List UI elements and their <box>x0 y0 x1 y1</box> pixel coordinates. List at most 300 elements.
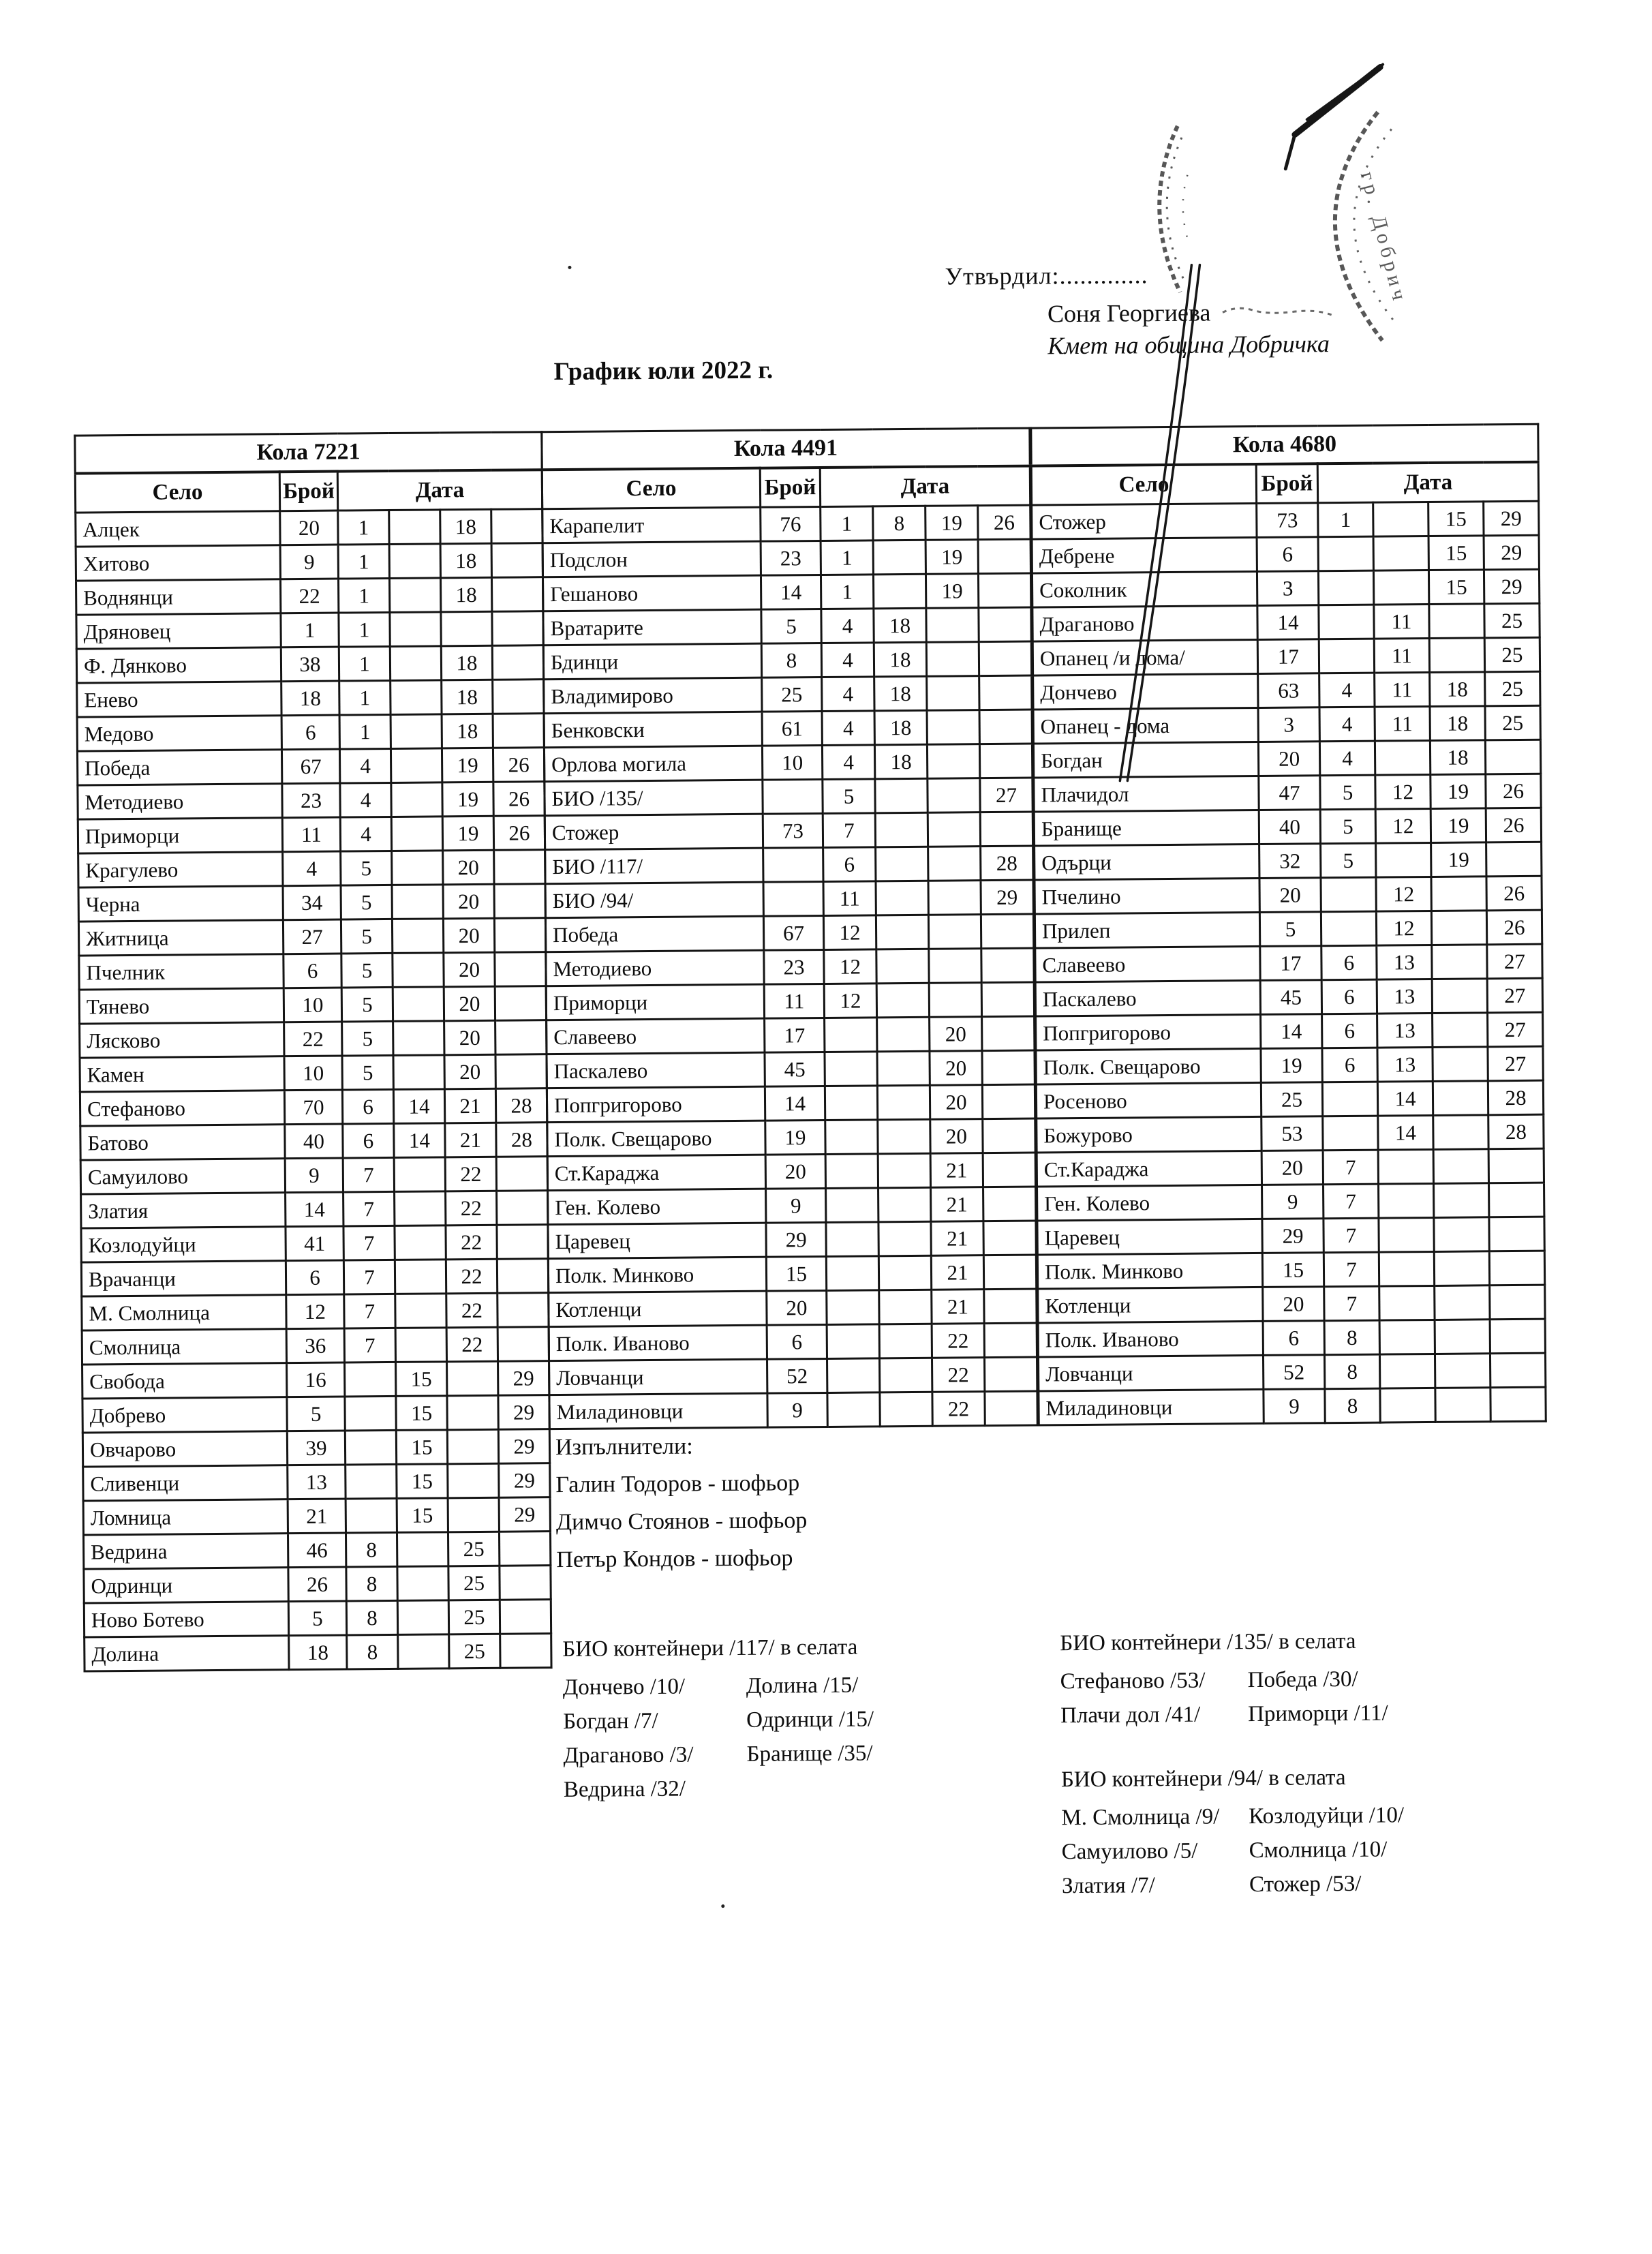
date-cell <box>394 1157 445 1192</box>
date-cell: 7 <box>1324 1218 1379 1253</box>
date-cell <box>983 1255 1036 1290</box>
date-cell <box>495 1020 547 1055</box>
date-header: Дата <box>1317 462 1538 503</box>
date-cell <box>1485 740 1540 774</box>
date-cell: 15 <box>1428 536 1484 570</box>
village-cell: Котленци <box>549 1291 767 1327</box>
date-cell <box>979 675 1032 710</box>
date-cell: 26 <box>1486 774 1541 808</box>
table-row <box>80 1020 547 1058</box>
date-cell: 22 <box>446 1191 497 1225</box>
date-cell <box>983 1221 1036 1255</box>
village-cell: Ловчанци <box>549 1359 767 1395</box>
table-row <box>80 1088 547 1126</box>
village-cell: Смолница <box>82 1329 286 1365</box>
date-cell: 21 <box>444 1088 495 1123</box>
date-cell: 18 <box>874 744 927 779</box>
date-cell: 27 <box>1487 978 1542 1013</box>
date-cell: 18 <box>441 645 492 680</box>
date-cell: 11 <box>1375 706 1430 741</box>
date-cell: 21 <box>931 1221 983 1256</box>
date-cell <box>1434 1251 1489 1286</box>
date-cell <box>1373 536 1428 570</box>
date-cell: 7 <box>1324 1252 1379 1287</box>
table-row <box>545 846 1033 884</box>
date-cell: 25 <box>449 1634 500 1669</box>
date-cell <box>395 1191 446 1226</box>
date-cell <box>984 1323 1037 1358</box>
date-cell <box>397 1566 448 1601</box>
date-cell: 1 <box>338 510 389 545</box>
table-row <box>76 577 543 615</box>
date-cell: 4 <box>1319 673 1375 707</box>
village-cell: БИО /94/ <box>545 882 763 918</box>
count-cell: 16 <box>287 1362 345 1397</box>
village-cell: Стожер <box>545 814 763 850</box>
village-cell: Славеево <box>1035 946 1260 982</box>
date-cell <box>929 949 981 984</box>
village-cell: Вратарите <box>543 609 761 645</box>
date-cell: 1 <box>339 646 390 681</box>
date-cell <box>397 1532 448 1567</box>
bio-row <box>1060 1696 1388 1733</box>
date-cell <box>875 778 928 813</box>
date-cell <box>500 1566 551 1600</box>
date-cell <box>389 510 440 545</box>
date-cell <box>877 1051 930 1086</box>
date-cell: 29 <box>498 1429 549 1464</box>
table-row <box>83 1497 550 1535</box>
date-cell <box>1431 911 1486 945</box>
count-cell: 11 <box>282 817 340 852</box>
village-cell: Ловчанци <box>1038 1355 1263 1391</box>
count-cell: 67 <box>763 915 823 950</box>
date-cell: 19 <box>442 782 493 817</box>
date-cell <box>441 611 492 646</box>
date-cell: 18 <box>1430 706 1485 741</box>
village-cell: Полк. Иваново <box>549 1325 767 1361</box>
bio-item: Долина /15/ <box>746 1673 859 1699</box>
count-cell: 29 <box>766 1222 826 1257</box>
table-row <box>545 914 1033 952</box>
table-row <box>546 982 1034 1020</box>
date-cell: 4 <box>340 817 391 851</box>
date-cell <box>346 1498 397 1533</box>
bio-item: Самуилово /5/ <box>1061 1838 1198 1864</box>
date-cell: 1 <box>338 578 389 613</box>
bio-item: М. Смолница /9/ <box>1061 1803 1220 1830</box>
village-cell: Пчелник <box>79 954 284 990</box>
date-cell: 5 <box>341 851 392 885</box>
village-cell: Методиево <box>78 784 282 819</box>
date-cell <box>1435 1320 1490 1354</box>
date-cell <box>876 915 928 949</box>
date-cell: 4 <box>339 748 391 783</box>
date-cell: 7 <box>343 1157 394 1192</box>
table-row <box>547 1016 1035 1054</box>
date-cell: 7 <box>1324 1184 1379 1219</box>
date-cell: 4 <box>340 782 391 817</box>
date-cell: 12 <box>824 949 876 984</box>
date-cell <box>1490 1387 1546 1422</box>
village-cell: Соколник <box>1032 571 1257 607</box>
date-cell <box>825 1086 877 1121</box>
count-cell: 61 <box>762 711 822 746</box>
date-cell <box>1432 945 1487 979</box>
date-cell: 5 <box>342 1021 393 1056</box>
count-cell: 52 <box>1263 1355 1324 1390</box>
table-row <box>544 710 1032 748</box>
count-cell: 36 <box>286 1328 344 1363</box>
table-row <box>543 607 1031 645</box>
bio-item: Бранище /35/ <box>746 1740 873 1767</box>
village-cell: Бранище <box>1034 810 1259 846</box>
date-cell <box>978 539 1030 574</box>
date-cell <box>1376 842 1431 877</box>
date-cell <box>981 982 1034 1017</box>
date-cell: 12 <box>1376 911 1431 945</box>
date-cell <box>447 1395 498 1430</box>
date-cell <box>1380 1388 1435 1422</box>
count-cell: 45 <box>1260 980 1321 1015</box>
date-cell: 20 <box>930 1085 982 1120</box>
approval-label: Утвърдил:............. <box>945 261 1148 290</box>
count-cell: 53 <box>1261 1116 1323 1151</box>
date-cell: 22 <box>445 1157 496 1191</box>
date-cell <box>448 1463 499 1498</box>
count-cell: 25 <box>762 677 822 712</box>
table-row <box>549 1357 1037 1395</box>
date-cell: 22 <box>446 1259 497 1294</box>
table-row <box>1033 671 1540 710</box>
date-cell <box>979 744 1032 778</box>
date-cell: 18 <box>874 642 926 677</box>
date-cell <box>1318 570 1373 605</box>
count-cell: 9 <box>766 1188 826 1223</box>
date-cell <box>491 577 542 612</box>
date-cell: 28 <box>496 1123 547 1157</box>
table-row <box>77 748 544 785</box>
date-cell <box>1489 1251 1544 1285</box>
count-cell <box>763 847 823 882</box>
date-cell <box>1319 605 1374 639</box>
date-cell: 18 <box>440 543 491 578</box>
bio-row <box>563 1736 874 1773</box>
date-cell: 14 <box>1378 1115 1433 1150</box>
date-cell <box>1321 911 1376 946</box>
count-cell: 6 <box>281 715 339 750</box>
date-cell: 29 <box>499 1497 550 1532</box>
date-cell <box>827 1324 879 1359</box>
table-row <box>76 509 542 547</box>
date-cell <box>979 710 1032 744</box>
date-cell <box>1378 1149 1433 1184</box>
village-cell: Миладиновци <box>549 1393 767 1429</box>
date-cell: 18 <box>442 714 493 748</box>
count-cell: 12 <box>286 1294 344 1329</box>
count-cell: 17 <box>765 1018 825 1052</box>
table-row <box>82 1293 549 1330</box>
date-cell: 21 <box>932 1290 984 1324</box>
count-cell: 23 <box>761 540 821 575</box>
count-cell: 14 <box>1261 1014 1322 1049</box>
count-cell: 8 <box>761 643 821 677</box>
date-cell <box>395 1294 446 1328</box>
signature-check-stroke <box>1285 64 1383 168</box>
village-cell: Ген. Колево <box>1037 1185 1262 1221</box>
date-cell <box>392 919 443 954</box>
date-cell <box>1322 1082 1377 1116</box>
date-cell <box>927 710 979 745</box>
table-row <box>546 948 1034 986</box>
date-cell: 7 <box>344 1294 395 1328</box>
date-cell <box>879 1290 932 1324</box>
table-row <box>1038 1353 1545 1391</box>
table-row <box>548 1221 1036 1259</box>
village-cell: Росеново <box>1036 1082 1261 1118</box>
count-cell: 20 <box>280 511 338 545</box>
date-cell: 15 <box>1428 570 1484 605</box>
table-row <box>542 539 1030 577</box>
date-cell: 7 <box>343 1191 395 1226</box>
table-row <box>82 1327 549 1365</box>
date-cell: 13 <box>1377 945 1432 979</box>
count-cell: 41 <box>286 1226 343 1261</box>
village-cell: Царевец <box>1037 1219 1262 1255</box>
date-cell: 12 <box>1375 774 1431 809</box>
village-cell: Одърци <box>1035 844 1259 880</box>
table-row <box>1037 1114 1544 1153</box>
date-cell: 29 <box>981 880 1033 915</box>
date-cell <box>827 1392 880 1427</box>
village-cell: Стожер <box>1032 503 1257 539</box>
date-cell: 4 <box>821 643 874 677</box>
date-cell: 6 <box>343 1123 394 1158</box>
date-cell <box>1379 1183 1434 1218</box>
date-cell: 26 <box>493 748 544 782</box>
date-cell: 22 <box>446 1327 498 1362</box>
count-cell: 14 <box>765 1086 825 1121</box>
table-row <box>1035 944 1542 982</box>
table-row <box>82 1395 549 1433</box>
date-cell <box>1490 1353 1545 1388</box>
count-cell: 47 <box>1259 776 1320 810</box>
village-cell: Методиево <box>546 950 764 986</box>
village-cell: Врачанци <box>81 1261 286 1296</box>
table-row <box>548 1255 1036 1293</box>
table-row <box>545 778 1032 816</box>
count-cell: 40 <box>285 1124 343 1159</box>
table-row <box>81 1191 548 1228</box>
table-row <box>542 505 1030 543</box>
date-cell: 14 <box>394 1123 445 1158</box>
village-cell: Черна <box>78 886 283 922</box>
village-cell: Плачидол <box>1034 776 1259 812</box>
count-cell: 18 <box>281 681 339 716</box>
table-row <box>549 1323 1037 1361</box>
date-cell: 22 <box>446 1293 498 1328</box>
village-cell: Полк. Минково <box>548 1257 766 1293</box>
date-cell: 4 <box>821 609 874 643</box>
count-cell: 6 <box>284 954 341 988</box>
date-cell <box>878 1119 930 1154</box>
table-row <box>1032 535 1539 573</box>
stamp-left-fragment <box>1159 126 1188 292</box>
table-row <box>84 1600 551 1637</box>
village-cell: Карапелит <box>542 507 761 543</box>
date-cell <box>346 1464 397 1499</box>
date-cell <box>879 1358 932 1392</box>
table-row <box>1032 603 1540 641</box>
date-cell: 1 <box>339 680 391 715</box>
executors-label: Изпълнители: <box>555 1433 693 1461</box>
table-row <box>81 1225 548 1262</box>
bio-section-2 <box>1061 1765 1405 1903</box>
table-row <box>548 1187 1036 1225</box>
date-cell: 8 <box>346 1532 397 1567</box>
date-cell: 29 <box>499 1463 550 1498</box>
count-cell: 21 <box>288 1499 346 1534</box>
village-header: Село <box>542 468 760 509</box>
village-cell: Славеево <box>547 1018 765 1054</box>
count-cell: 4 <box>283 851 341 886</box>
date-cell <box>391 782 442 817</box>
date-cell: 13 <box>1377 1013 1433 1048</box>
date-cell: 18 <box>440 509 491 544</box>
date-cell <box>826 1222 878 1257</box>
date-cell <box>982 1016 1035 1051</box>
date-cell <box>393 987 444 1022</box>
count-cell <box>763 881 823 916</box>
table-row <box>1034 774 1541 812</box>
village-cell: Батово <box>80 1125 285 1160</box>
date-cell <box>1434 1217 1489 1252</box>
count-cell: 20 <box>767 1290 827 1325</box>
date-cell: 11 <box>1375 672 1430 707</box>
date-cell: 19 <box>1431 774 1486 809</box>
village-cell: Одринци <box>84 1568 288 1603</box>
count-cell: 14 <box>286 1192 343 1227</box>
table-row <box>78 884 545 922</box>
village-cell: Котленци <box>1038 1287 1263 1323</box>
table-row <box>1032 637 1540 675</box>
date-cell <box>389 578 440 613</box>
village-cell: Ген. Колево <box>548 1189 766 1225</box>
count-cell: 3 <box>1258 707 1319 742</box>
village-cell: Опанец /и дома/ <box>1032 639 1257 675</box>
date-cell <box>825 1120 878 1155</box>
count-cell: 13 <box>288 1465 346 1499</box>
bio-row <box>563 1702 874 1739</box>
date-cell <box>873 540 926 575</box>
date-cell <box>827 1290 879 1325</box>
date-cell: 5 <box>341 953 393 988</box>
date-cell <box>981 914 1033 949</box>
date-cell: 29 <box>1484 501 1539 536</box>
bio-item: Стефаново /53/ <box>1060 1668 1206 1694</box>
approver-title: Кмет на община Добричка <box>1047 330 1330 360</box>
date-cell <box>825 1018 877 1052</box>
date-cell: 5 <box>342 1055 393 1090</box>
bio-section-title: БИО контейнери /135/ в селата <box>1060 1628 1356 1656</box>
count-cell: 6 <box>1263 1321 1324 1356</box>
date-cell <box>928 881 981 915</box>
date-cell: 26 <box>493 782 545 817</box>
date-cell: 26 <box>1486 910 1542 945</box>
village-cell: Медово <box>77 716 281 751</box>
date-cell <box>928 847 981 881</box>
village-cell: Дряновец <box>76 613 281 649</box>
date-cell <box>491 543 542 578</box>
date-cell <box>929 983 981 1018</box>
date-cell: 19 <box>926 506 978 540</box>
date-cell: 15 <box>1428 502 1484 536</box>
table-row <box>84 1566 551 1603</box>
date-cell: 27 <box>1488 1046 1543 1081</box>
date-cell: 1 <box>338 544 389 579</box>
date-cell <box>494 918 545 953</box>
table-row <box>76 611 543 649</box>
village-cell: Паскалево <box>1035 980 1260 1016</box>
date-cell: 27 <box>980 778 1032 812</box>
village-cell: Опанец - дома <box>1033 707 1258 744</box>
count-cell: 19 <box>765 1120 825 1155</box>
bio-row <box>563 1668 874 1705</box>
count-header: Брой <box>279 472 337 511</box>
date-cell: 20 <box>443 918 494 953</box>
village-cell: Ф. Дянково <box>76 648 281 683</box>
date-cell <box>491 509 542 544</box>
date-cell: 6 <box>823 847 876 882</box>
table-row <box>1035 910 1542 948</box>
date-cell: 12 <box>1375 808 1431 843</box>
date-cell: 26 <box>1486 808 1541 842</box>
village-cell: Ведрина <box>83 1534 288 1569</box>
date-cell <box>826 1256 878 1291</box>
count-header: Брой <box>760 468 820 507</box>
date-cell: 20 <box>443 884 494 919</box>
village-cell: Владимирово <box>544 677 762 714</box>
date-cell <box>926 642 979 677</box>
table-row <box>78 918 545 956</box>
table-row <box>83 1463 550 1501</box>
count-cell: 5 <box>288 1601 346 1636</box>
date-cell <box>1434 1183 1489 1218</box>
date-cell <box>492 611 543 646</box>
bio-section-0 <box>562 1634 874 1807</box>
count-cell: 14 <box>1257 605 1319 640</box>
village-cell: Победа <box>77 750 281 785</box>
date-cell <box>877 1017 930 1052</box>
date-cell: 8 <box>347 1634 398 1669</box>
table-row <box>1032 569 1539 607</box>
table-row <box>543 641 1031 680</box>
date-cell: 14 <box>1377 1081 1433 1116</box>
approver-name: Соня Георгиева <box>1047 299 1211 328</box>
date-cell: 21 <box>445 1123 496 1157</box>
date-cell <box>1373 570 1428 605</box>
date-cell <box>1321 877 1376 912</box>
count-cell: 26 <box>288 1567 346 1602</box>
table-row <box>81 1259 548 1296</box>
date-cell: 20 <box>444 1020 495 1055</box>
date-cell: 7 <box>823 813 875 848</box>
car-title: Кола 4491 <box>542 428 1030 470</box>
bio-item: Приморци /11/ <box>1247 1701 1388 1726</box>
date-cell: 7 <box>1324 1286 1379 1321</box>
table-row <box>1039 1387 1546 1425</box>
table-row <box>1038 1285 1545 1323</box>
